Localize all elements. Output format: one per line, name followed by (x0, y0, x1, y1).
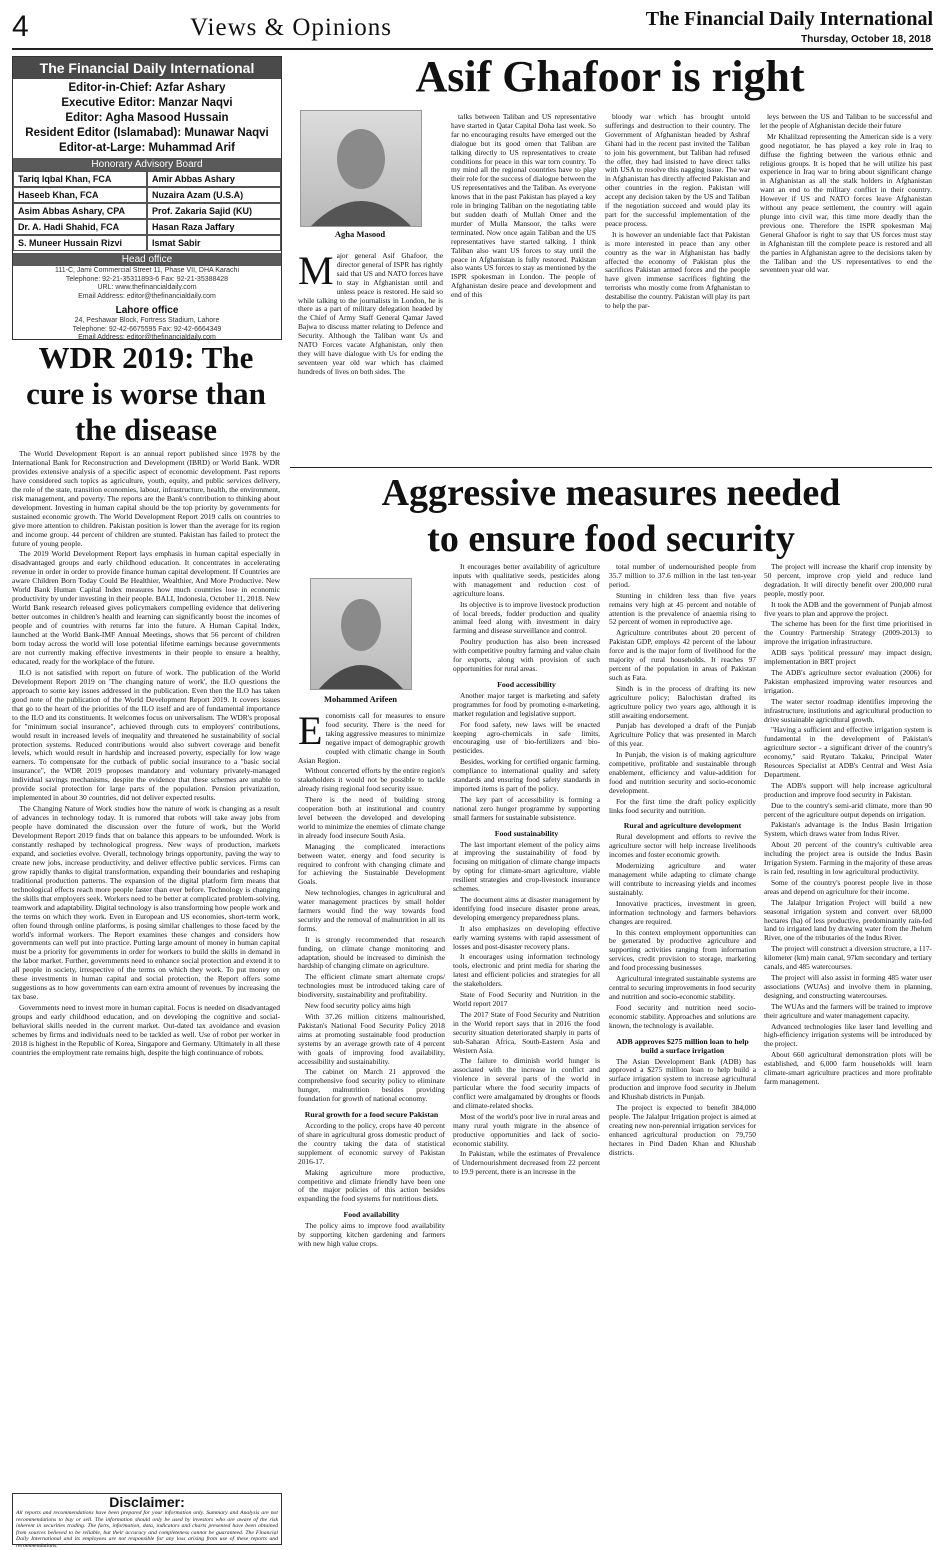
head-office-address (13, 266, 281, 302)
paragraph: Poultry production has also been increased with competitive poultry farming and value chain for exports, along with provision of such opportunities for rural areas. (453, 637, 600, 673)
address-line: 24, Peshawar Block, Fortress Stadium, Lahore (74, 317, 220, 324)
paragraph: "Having a sufficient and effective irrigation system is fundamental in the development of Pakistan's agriculture sector - a significant driver of the country's economy," said Ryutaro Takaku, Principal Water Resources Specialist at ADB's Central and West Asia Department. (764, 725, 932, 779)
article1-col3 (605, 113, 750, 463)
article1-col2 (451, 113, 596, 463)
paragraph: The project will construct a diversion structure, a 117-kilometer (km) main canal, 97km secondary and tertiary canals, and 485 watercourses. (764, 944, 932, 972)
paragraph: About 20 percent of the country's cultivable area including the project area is outside the Indus Basin Irrigation System. Farming in the majority of these areas is rain fed, resulting in low agricultural productivity. (764, 840, 932, 876)
head-office-label: Head office (13, 253, 281, 266)
paragraph: It encourages better availability of agriculture inputs with qualitative seeds, pesticides along with management and reduction cost of agriculture loans. (453, 562, 600, 598)
address-line: Telephone: 92-21-35311893-6 Fax: 92-21-35388428 (65, 275, 229, 283)
advisor-name: Asim Abbas Ashary, CPA (13, 203, 147, 219)
paragraph: Modernizing agriculture and water management while adapting to climate change will contribute to increasing yields and incomes sustainably. (609, 861, 756, 897)
article-divider (290, 467, 932, 468)
paragraph: ILO is not satisfied with report on future of work. The publication of the World Development Report 2019 on 'The changing nature of work', the ILO questions the approach to some key issues addressed in the publication. Even then the ILO has taken good note of the publication of the World Development Report 2019. It covers issues that go to the heart of the priorities of the ILO itself and are of fundamental importance to the ILO and its constituents. It welcomes focus on universalism. The WDR's proposal for "minimum social insurance", achieved through cuts to employers' contributions, would result in increased levels of inequality and threatened he sustainability of social protection systems. Reduced contributions would also subvert coverage and benefit levels, which would result in hardship and increased poverty, especially for low wage earners. To compensate for the cutback of public social insurance to a "basic social insurance", the WDR 2019 proposes mandatory and voluntary privately-managed individual savings mechanisms, despite the evidence that these schemes are unable to provide social protection for large parts of the population. Pension privatization, implemented in about 30 countries, did not deliver expected results. (12, 667, 280, 803)
advisory-board-grid (13, 171, 281, 251)
address-line: Email Address: editor@thefinancialdaily.com (78, 292, 216, 300)
portrait-icon (311, 579, 411, 689)
article1-headline: Asif Ghafoor is right (415, 52, 805, 101)
disclaimer-text: All reports and recommendations have been prepared for your information only. Summary and Analysis are not recommendations to buy or sell. The information should only be used by investors who are aware of the risk inherent in securities trading. The facts, information, data, indicators and charts presented have been obtained from sources believed to be reliable, but their accuracy and completeness cannot be guaranteed. The Financial Daily International and its employees are not responsible for any loss arising from use of these reports and recommendations. (16, 1510, 278, 1549)
article3-headline (290, 470, 932, 562)
advisor-name: Amir Abbas Ashary (147, 171, 281, 187)
paragraph: It took the ADB and the government of Punjab almost five years to plan and approve the project. (764, 599, 932, 618)
paragraph: For the first time the draft policy explicitly links food security and nutrition. (609, 796, 756, 815)
address-line: 111-C, Jami Commercial Street 11, Phase VII, DHA Karachi (54, 267, 239, 274)
article3-col4 (764, 563, 932, 1543)
paragraph: Sindh is in the process of drafting its new agriculture policy; Balochistan drafted its agriculture policy two years ago, although it is still awaiting endorsement. (609, 683, 756, 720)
paragraph: Punjab has developed a draft of the Punjab Agriculture Policy that was presented in March of this year. (609, 721, 756, 749)
author-photo-arifeen (310, 578, 412, 690)
paragraph: The project will also assist in forming 485 water user associations (WUAs) and involve them in planning, designing, and constructing watercourses. (764, 972, 932, 1000)
issue-date: Thursday, October 18, 2018 (801, 34, 931, 45)
paragraph: The policy aims to improve food availability by supporting kitchen gardening and farmers with new high value crops. (298, 1221, 445, 1249)
paragraph: It also emphasizes on developing effective early warning systems with rapid assessment of losses and post-disaster recovery plans. (453, 923, 600, 951)
paragraph: Without concerted efforts by the entire region's stakeholders it would not be possible to tackle already rising regional food security issue. (298, 766, 445, 794)
paragraph: Mr Khalilzad representing the American side is a very good negotiator, he has played a key role in Iraq to diffuse the fighting between the various ethnic and religious groups. It is hoped that he will utilize his past experience in Iraq war to bring about significant change in Afghanistan as all the stalk holders in Afghanistan want an end to the military conflict in their country. However if US and NATO forces leave Afghanistan without any peace settlement, the country will again plunge into civil war, this time more deadly than the previous one. Therefore the ISPR spokesman Maj General Ghafoor is right to say that US forces must stay in Afghanistan till the complete peace is restored and all the parties in Afghanistan agree to the decisions taken by the Taliban and the US representatives to end the seventeen year old war. (760, 131, 932, 275)
editor-line: Editor-in-Chief: Azfar Ashary (68, 82, 226, 94)
paragraph: The Jalalpur Irrigation Project will build a new seasonal irrigation system and convert over 68,000 hectares (ha) of less productive, predominantly rain-fed land to irrigated land by drawing water from the Jhelum River, one of the tributaries of the Indus River. (764, 897, 932, 943)
paragraph: New food security policy aims high (305, 1001, 411, 1011)
advisor-name: Ismat Sabir (147, 235, 281, 251)
paragraph: Besides, working for certified organic farming, compliance to international quality and safety standards and ensuring food safety standards in imported items is part of the policy. (453, 757, 600, 793)
paragraph: The key part of accessibility is forming a national zero hunger programme by supporting small farmers for sustainable subsistence. (453, 794, 600, 822)
paragraph: The failure to diminish world hunger is associated with the increase in conflict and violence in several parts of the world in particular where the food security impacts of conflict were amalgamated by droughts or floods and climate-related shocks. (453, 1056, 600, 1110)
masthead-box (12, 56, 282, 340)
subheading: Food accessibility (497, 679, 556, 689)
paragraph: The last important element of the policy aims at improving the sustainability of food by focusing on mitigation of climate change impacts by opting for climate-smart agriculture, viable resilient strategies and crop-livestock insurance schemes. (453, 839, 600, 894)
paragraph: In Pakistan, while the estimates of Prevalence of Undernourishment decreased from 22 percent to 19.9 percent, there is an increase in the (453, 1149, 600, 1177)
article3-col3 (609, 563, 756, 1543)
paragraph: Food security and nutrition need socio-economic stability. Approaches and solutions are known, the technology is available. (609, 1002, 756, 1030)
subheading: Food sustainability (494, 828, 559, 838)
paragraph: Innovative practices, investment in green, information technology and farmers behaviors changes are required. (609, 898, 756, 926)
advisor-name: Dr. A. Hadi Shahid, FCA (13, 219, 147, 235)
disclaimer-box (12, 1493, 282, 1549)
paragraph: talks between Taliban and US representative have started in Qatar Capital Doha last week. So far no encouraging results have emerged out the dialogue but its good omen that Taliban are talking directly to US representatives to create conditions for peace in this war torn country. To my mind all the regional countries have to play their role for the success of dialogue between the US representatives and the Taliban. As everyone knows that in the past Pakistan has played a key role in bringing Taliban on the negotiating table but sudden death of Mullah Omer and the murder of Mulla Mansoor, the talks were terminated. Now once again Taliban and the US representatives have started talking. I think Taliban also want US forces to stay until the peace in Afghanistan is fully restored. Pakistan also wants US forces to stay as mentioned by the ISPR spokesman in London. The people of Afghanistan desire peace and development and end of this (451, 112, 596, 300)
paragraph: Agriculture contributes about 20 percent of Pakistan GDP, employs 42 percent of the labour force and is the major form of livelihood for the majority of rural households. It reaches 97 percent of the population in areas of Pakistan such as Fata. (609, 628, 756, 682)
dropcap: M (298, 248, 334, 293)
section-title: Views & Opinions (190, 14, 392, 41)
advisor-name: Haseeb Khan, FCA (13, 187, 147, 203)
header-rule (12, 48, 933, 50)
paragraph: Managing the complicated interactions between water, energy and food security is required to confront with changing climate and for achieving the Sustainable Development Goals. (298, 841, 445, 887)
article2-headline (12, 340, 280, 448)
paragraph: About 660 agricultural demonstration plots will be established, and 6,000 farm households will learn climate-smart agriculture practices and more profitable farm management. (764, 1050, 932, 1086)
advisor-name: Prof. Zakaria Sajid (KU) (147, 203, 281, 219)
advisor-name: S. Muneer Hussain Rizvi (13, 235, 147, 251)
paragraph: The World Development Report is an annual report published since 1978 by the International Bank for Reconstruction and Development (IBRD) or World Bank. WDR provides extensive analysis of a specific aspect of economic development. Past reports have considered such topics as agriculture, youth, equity, and public services delivery, the role of the state, transition economies, labour, infrastructure, health, the environment, risk management, and poverty. The reports are the Bank's contribution to thinking about development. Investing in human capital should be the top priority by governments for sustained economic growth. The World Development Report 2019 calls on countries to give more attention to children. Pakistan position is lower than the average for its region and income group. 44 percent of children are stunted. Pakistan has failed to protect the future of young people. (12, 449, 280, 548)
editor-line: Editor-at-Large: Muhammad Arif (59, 142, 235, 154)
paragraph: The project will increase the kharif crop intensity by 50 percent, improve crop yield and reduce land degradation. It will directly benefit over 200,000 rural people, mostly poor. (764, 562, 932, 598)
paragraph: The ADB's support will help increase agricultural production and improve food security in Pakistan. (764, 780, 932, 799)
address-line: Telephone: 92-42-6675595 Fax: 92-42-6664349 (72, 325, 222, 333)
publication-name: The Financial Daily International (645, 8, 933, 30)
advisory-board-label: Honorary Advisory Board (13, 158, 281, 171)
paragraph: The project is expected to benefit 384,000 people. The Jalalpur Irrigation project is aimed at creating new non-perennial irrigation services for enhanced agricultural production on 79,750 hectares in Pind Daden Khan and Khushab districts. (609, 1103, 756, 1157)
paragraph: total number of undernourished people from 35.7 million to 37.6 million in the last ten-year period. (609, 562, 756, 589)
paragraph: It is however an undeniable fact that Pakistan is more interested in peace than any other country as the war in Afghanistan has badly affected the economy of Pakistan plus the sacrifices Pakistan armed forces and the people have given immense sacrifices fighting the terrorists who mostly come from Afghanistan to destabilise the country. Pakistan will play its part to help the par- (605, 229, 750, 311)
paragraph: Due to the country's semi-arid climate, more than 90 percent of the agriculture output depends on irrigation. (764, 800, 932, 819)
portrait-icon (301, 111, 421, 226)
paragraph: In Punjab, the vision is of making agriculture competitive, profitable and sustainable through enablement, efficiency and value-addition for food and nutrition security and socio-economic development. (609, 750, 756, 795)
paragraph: ajor general Asif Ghafoor, the director general of ISPR has rightly said that US and NATO forces have to stay in Afghanistan until and unless peace is restored. He said so while talking to the journalists in London, he is there as a part of military delegation headed by the Chief of Army Staff General Qamar Javed Bajwa to discuss matter relating to Defence and Security. Although the Taliban want Us and NATO Forces vacate Afghanistan, only then they will have dialogue with Us for ending the seventeen year old war which has claimed hundreds of lives on both sides. The (298, 251, 443, 376)
editor-line: Editor: Agha Masood Hussain (65, 112, 229, 124)
headline-line: cure is worse than (26, 376, 266, 411)
author-photo-agha (300, 110, 422, 227)
paragraph: Stunting in children less than five years remains very high at 45 percent and notable of attention is the prevalence of anaemia rising to 52 percent of women in reproductive age. (609, 590, 756, 627)
subheading: Food availability (343, 1210, 400, 1220)
advisor-name: Hasan Raza Jaffary (147, 219, 281, 235)
paragraph: Rural development and efforts to revive the agriculture sector will help increase livelihoods incomes and foster economic growth. (609, 832, 756, 860)
editor-line: Resident Editor (Islamabad): Munawar Naqvi (25, 127, 269, 139)
paragraph: The water sector roadmap identifies improving the infrastructure, institutions and agricultural production to drive sustainable agricultural growth. (764, 696, 932, 724)
paragraph: Another major target is marketing and safety programmes for food by promoting e-marketing, market regulation and legislative support. (453, 690, 600, 718)
paragraph: State of Food Security and Nutrition in the World report 2017 (453, 990, 600, 1008)
paragraph: Pakistan's advantage is the Indus Basin Irrigation System, which draws water from Indus River. (764, 820, 932, 839)
subheading: ADB approves $275 million loan to help build a surface irrigation (616, 1036, 749, 1055)
paragraph: With 37.26 million citizens malnourished, Pakistan's National Food Security Policy 2018 aims at promoting sustainable food production systems by an average growth rate of 4 percent with goals of improving food availability, accessibility and sustainability. (298, 1012, 445, 1066)
paragraph: Governments need to invest more in human capital. Focus is needed on disadvantaged groups and early childhood education, and on developing the cognitive and social-behavioral skills needed in the current market. Out-dated tax avoidance and evasion schemes by firms and individuals need to be tackled as well. Use of robot per worker in 2018 is highest in the Republic of Korea, Singapore and Germany. Ultimately in all these countries the employment rate remains high, despite the high continuance of robots. (12, 1003, 280, 1057)
article2-body (12, 450, 280, 1490)
paragraph: The Changing Nature of Work studies how the nature of work is changing as a result of advances in technology today. It is rumored that robots will take away jobs from people have dominated the discussion over the future of work, but the World Development Report 2019 finds that on balance this appears to be unfounded. Work is constantly reshaped by technological progress. New ways of production, markets expand, and societies evolve. Overall, technology brings opportunity, paving the way to create new jobs, increase productivity, and deliver effective public services. Firms can grow rapidly thanks to digital transformation, expanding their boundaries and reshaping traditional production patterns. The expansion of the digital platform firm means that technological effects reach more people faster than ever before. Technology is changing the skills that employers seek. Workers need to be better at complicated problem-solving, teamwork and adaptability. Digital technology is also transforming how people work and the terms on which they work. Even in European and US economies, short-term work, often found through online platforms, is posing similar challenges to those faced by the world's informal workers. The Report examines these changes and considers how governments can well put into practice. Putting large amount of money in human capital must be a priority for governments in order for workers to build the skills in demand in the labor market. Further, governments need to enhance social protection and extend it to all people in society, irrespective of the terms on which they work. To put money on these investments in human capital and social protection, the Report offers some suggestions as to how governments can earn extra amount of revenues by increasing the tax base. (12, 804, 280, 1002)
masthead-title: The Financial Daily International (13, 57, 281, 79)
article3-col1 (298, 708, 445, 1542)
paragraph: It encourages using information technology tools, electronic and print media for sharing the latest and efficient policies and strategies for all the stakeholders. (453, 952, 600, 989)
article3-col2 (453, 563, 600, 1543)
paragraph: The efficient climate smart alternate crops/ technologies must be introduced taking care of biodiversity, sustainability and profitability. (298, 972, 445, 1000)
disclaimer-title: Disclaimer: (109, 1494, 185, 1510)
editor-line: Executive Editor: Manzar Naqvi (61, 97, 233, 109)
article1-author: Agha Masood (334, 229, 386, 239)
paragraph: For food safety, new laws will be enacted keeping agro-chemicals in safe limits, encouraging use of bio-fertilizers and bio-pesticides. (453, 719, 600, 756)
article3-author: Mohammed Arifeen (324, 694, 397, 704)
paragraph: The cabinet on March 21 approved the comprehensive food security policy to eliminate hunger, malnutrition besides providing foundation for growth of national economy. (298, 1067, 445, 1104)
dropcap: E (298, 708, 323, 753)
paragraph: Some of the country's poorest people live in those areas and depend on agriculture for their income. (764, 877, 932, 896)
paragraph: Most of the world's poor live in rural areas and many rural youth migrate in the absence of productive opportunities and lack of socio-economic stability. (453, 1111, 600, 1148)
headline-line: WDR 2019: The (38, 340, 254, 375)
advisor-name: Nuzaira Azam (U.S.A) (147, 187, 281, 203)
article1-col1 (298, 248, 443, 462)
page-number: 4 (12, 10, 29, 43)
paragraph: The 2019 World Development Report lays emphasis in human capital especially in disadvantaged groups and early childhood education. It concentrates in accelerating revenue in order in order to provide finance human capital development. If Countries are aware Children Born Today Could Be Healthier, Wealthier, And More Productive. New World Bank Human Capital Index measures how much countries lose in economic productivity by under investing in their people. BALI, Indonesia, October 11, 2018. New World Bank research released gives policymakers compelling evidence that delivering better outcomes in children's health and learning can significantly boost the incomes of people and of countries with returns far into the future. A Human Capital Index, launched at the World Bank-IMF Annual Meetings, shows that 56 percent of children born today across the world will lose potential lifetime earnings because governments are not currently making effective investments in their people to ensure a healthy, educated, ready for the workplace of the future. (12, 549, 280, 666)
paragraph: bloody war which has brought untold sufferings and destruction to their country. The Government of Afghanistan headed by Ashraf Ghani had in the recent past invited the Taliban to join his government, but Taliban had refused the offer, they had insisted to have direct talks with USA to resolve this nagging issue. The war in Afghanistan has directly affected Pakistan and other countries in the region. Pakistan will accept any decision taken by the US and Taliban if the negotiation succeed and would play its part for the successful implementation of the peace process. (605, 112, 750, 228)
paragraph: leys between the US and Taliban to be successful and let the people of Afghanistan decide their future (760, 112, 932, 130)
paragraph: conomists call for measures to ensure food security. There is the need for taking aggressive measures to minimize negative impact of demographic growth coupled with climatic change in South Asian Region. (298, 711, 445, 765)
article1-col4 (760, 113, 932, 463)
advisor-name: Tariq Iqbal Khan, FCA (13, 171, 147, 187)
paragraph: The 2017 State of Food Security and Nutrition in the World report says that in 2016 the food security situation deteriorated sharply in parts of sub-Saharan Africa, South-Eastern Asia and Western Asia. (453, 1009, 600, 1055)
paragraph: In this context employment opportunities can be generated by productive agriculture and supporting activities ranging from information services, credit provision to storage, marketing and food processing businesses (609, 927, 756, 973)
paragraph: Agricultural integrated sustainable systems are central to securing improvements in food security and nutrition and socio-economic stability. (609, 974, 756, 1001)
paragraph: ADB says 'political pressure' may impact design, implementation in BRT project (764, 648, 932, 667)
lahore-office-label: Lahore office (115, 305, 179, 316)
subheading: Rural and agriculture development (623, 821, 742, 831)
paragraph: The scheme has been for the first time prioritised in the Country Partnership Strategy (2009-2013) to improve the irrigation infrastructure. (764, 619, 932, 647)
headline-line: Aggressive measures needed (381, 472, 841, 514)
paragraph: The document aims at disaster management by identifying food insecure disaster prone areas, developing emergency preparedness plans. (453, 895, 600, 922)
address-line: Email Address: editor@thefinancialdaily.com (78, 334, 216, 341)
address-line: URL: www.thefinancialdaily.com (97, 284, 197, 291)
subheading: Rural growth for a food secure Pakistan (304, 1110, 439, 1120)
paragraph: The WUAs and the farmers will be trained to improve their agriculture and water management capacity. (764, 1001, 932, 1020)
paragraph: Advanced technologies like laser land levelling and high-efficiency irrigation systems will be introduced by the project. (764, 1021, 932, 1049)
headline-line: the disease (74, 412, 218, 447)
paragraph: According to the policy, crops have 40 percent of share in agricultural gross domestic product of the country taking the data of statistical supplement of economic survey of Pakistan 2016-17. (298, 1121, 445, 1166)
paragraph: Its objective is to improve livestock production of local breeds, fodder production and quality animal feed along with investment in dairy farming and disease surveillance and control. (453, 599, 600, 636)
paragraph: The ADB's agriculture sector evaluation (2006) for Pakistan emphasized improving water resources and irrigation. (764, 667, 932, 695)
editorial-staff (13, 79, 281, 156)
paragraph: There is the need of building strong cooperation both at institutional and country level between the developed and developing world to minimize the enemies of climate change in already food insecure South Asia. (298, 795, 445, 840)
paragraph: The Asian Development Bank (ADB) has approved a $275 million loan to help build a surface irrigation system to increase agricultural production and improve food security in Jhelum and Khushab districts in Punjab. (609, 1056, 756, 1102)
paragraph: Making agriculture more productive, competitive and climate friendly have been one of the major policies of this action besides expanding the food systems for nutritious diets. (298, 1167, 445, 1204)
paragraph: It is strongly recommended that research funding, on climate change monitoring and adaptation, should be increased to diminish the hardship of changing climate on agriculture. (298, 934, 445, 971)
headline-line: to ensure food security (427, 518, 795, 560)
paragraph: New technologies, changes in agricultural and water management practices by small holder farmers would find the way towards food security and the removal of malnutrition in all its forms. (298, 888, 445, 933)
